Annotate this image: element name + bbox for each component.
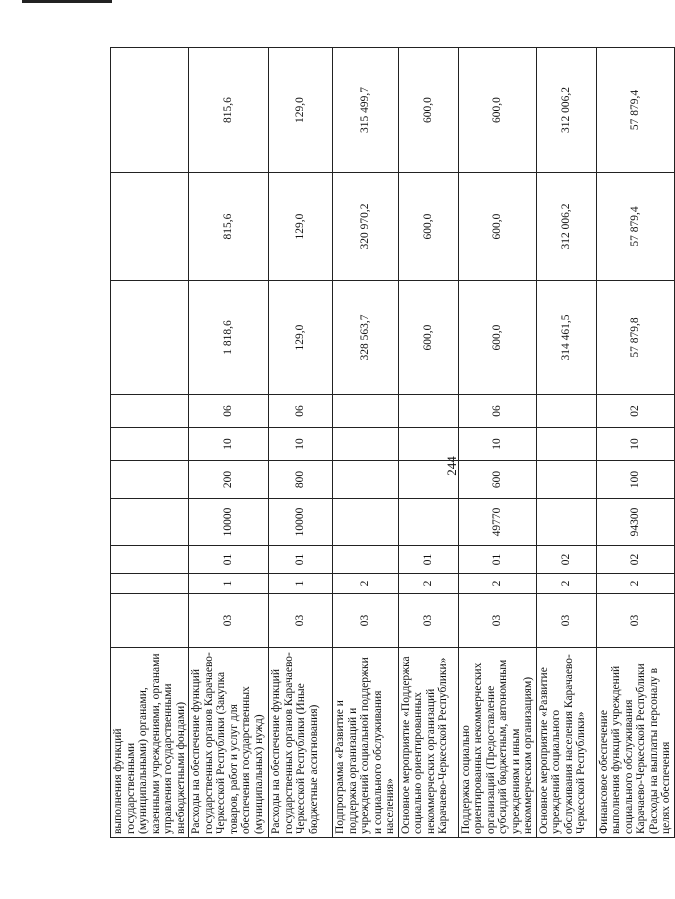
cell-name: Основное мероприятие «Поддержка социально ориентированных некоммерческих организаций Карачаево-Черкесской Республики» bbox=[398, 648, 458, 838]
cell-c7 bbox=[111, 395, 189, 428]
rotated-table bbox=[110, 48, 672, 838]
cell-c7: 02 bbox=[596, 395, 674, 428]
table-row bbox=[458, 48, 536, 838]
cell-y1: 1 818,6 bbox=[189, 281, 269, 395]
cell-name: Поддержка социально ориентированных некоммерческих организаций (Предоставление субсидий бюджетным, автономным учреждениям и иным некоммерческим организациям) bbox=[458, 648, 536, 838]
cell-c6 bbox=[333, 428, 399, 461]
cell-name: Расходы на обеспечение функций государственных органов Карачаево-Черкесской Республики (Иные бюджетные ассигнования) bbox=[269, 648, 333, 838]
cell-c6: 10 bbox=[458, 428, 536, 461]
cell-y3: 315 499,7 bbox=[333, 48, 399, 173]
cell-c3: 01 bbox=[398, 546, 458, 574]
cell-c4 bbox=[333, 499, 399, 546]
cell-c5 bbox=[111, 461, 189, 499]
cell-y2: 57 879,4 bbox=[596, 173, 674, 281]
rotated-table-area bbox=[110, 48, 672, 838]
page-number: 244 bbox=[444, 456, 459, 476]
cell-name: выполнения функций государственными (муниципальными) органами, казенными учреждениями, органами управления государственными внебюджетными фондами) bbox=[111, 648, 189, 838]
cell-y2: 320 970,2 bbox=[333, 173, 399, 281]
cell-c6: 10 bbox=[189, 428, 269, 461]
cell-c4 bbox=[536, 499, 596, 546]
cell-c3 bbox=[333, 546, 399, 574]
cell-c4: 94300 bbox=[596, 499, 674, 546]
budget-table-body bbox=[111, 48, 675, 838]
cell-c1 bbox=[111, 594, 189, 648]
cell-c5: 600 bbox=[458, 461, 536, 499]
table-row bbox=[189, 48, 269, 838]
cell-y3: 600,0 bbox=[398, 48, 458, 173]
cell-c5: 800 bbox=[269, 461, 333, 499]
table-row bbox=[111, 48, 189, 838]
cell-c2: 2 bbox=[536, 574, 596, 594]
cell-c6: 10 bbox=[596, 428, 674, 461]
cell-c3: 02 bbox=[536, 546, 596, 574]
cell-c2: 1 bbox=[269, 574, 333, 594]
cell-c3: 01 bbox=[458, 546, 536, 574]
cell-c2: 2 bbox=[333, 574, 399, 594]
cell-name: Основное мероприятие «Развитие учреждений социального обслуживания населения Карачаево-Черкесской Республики» bbox=[536, 648, 596, 838]
cell-c5 bbox=[398, 461, 458, 499]
cell-y2: 600,0 bbox=[398, 173, 458, 281]
cell-c1: 03 bbox=[596, 594, 674, 648]
cell-y2: 129,0 bbox=[269, 173, 333, 281]
cell-y1: 328 563,7 bbox=[333, 281, 399, 395]
cell-c6 bbox=[398, 428, 458, 461]
cell-y1 bbox=[111, 281, 189, 395]
table-row bbox=[333, 48, 399, 838]
cell-c3: 01 bbox=[269, 546, 333, 574]
cell-c2: 2 bbox=[458, 574, 536, 594]
cell-name: Финансовое обеспечение выполнения функций учреждений социального обслуживания Карачаево-Черкесской Республики (Расходы на выплаты персоналу в целях обеспечения bbox=[596, 648, 674, 838]
cell-c3 bbox=[111, 546, 189, 574]
cell-c1: 03 bbox=[398, 594, 458, 648]
cell-y2: 815,6 bbox=[189, 173, 269, 281]
cell-y3: 57 879,4 bbox=[596, 48, 674, 173]
cell-y1: 314 461,5 bbox=[536, 281, 596, 395]
cell-y1: 600,0 bbox=[398, 281, 458, 395]
cell-y3: 600,0 bbox=[458, 48, 536, 173]
cell-c6 bbox=[111, 428, 189, 461]
cell-c7: 06 bbox=[189, 395, 269, 428]
cell-y2: 312 006,2 bbox=[536, 173, 596, 281]
cell-c1: 03 bbox=[333, 594, 399, 648]
cell-c2: 1 bbox=[189, 574, 269, 594]
cell-c2 bbox=[111, 574, 189, 594]
scan-edge-mark bbox=[22, 0, 112, 3]
cell-name: Подпрограмма «Развитие и поддержка организаций и учреждений социальной поддержки и социального обслуживания населения» bbox=[333, 648, 399, 838]
budget-table bbox=[110, 47, 675, 838]
cell-c7 bbox=[398, 395, 458, 428]
cell-c4: 10000 bbox=[269, 499, 333, 546]
cell-c4 bbox=[111, 499, 189, 546]
cell-c6: 10 bbox=[269, 428, 333, 461]
cell-y1: 129,0 bbox=[269, 281, 333, 395]
cell-y3: 312 006,2 bbox=[536, 48, 596, 173]
cell-y3 bbox=[111, 48, 189, 173]
cell-c1: 03 bbox=[458, 594, 536, 648]
cell-c7 bbox=[536, 395, 596, 428]
cell-y3: 129,0 bbox=[269, 48, 333, 173]
cell-c5 bbox=[333, 461, 399, 499]
cell-name: Расходы на обеспечение функций государственных органов Карачаево-Черкесской Республики (Закупка товаров, работ и услуг для обеспечения государственных (муниципальных) нужд) bbox=[189, 648, 269, 838]
cell-y2: 600,0 bbox=[458, 173, 536, 281]
table-row bbox=[269, 48, 333, 838]
table-row bbox=[536, 48, 596, 838]
cell-y3: 815,6 bbox=[189, 48, 269, 173]
cell-c4: 49770 bbox=[458, 499, 536, 546]
cell-c1: 03 bbox=[189, 594, 269, 648]
cell-c5: 100 bbox=[596, 461, 674, 499]
cell-c6 bbox=[536, 428, 596, 461]
cell-c3: 01 bbox=[189, 546, 269, 574]
cell-c7: 06 bbox=[269, 395, 333, 428]
cell-c4: 10000 bbox=[189, 499, 269, 546]
table-row bbox=[398, 48, 458, 838]
cell-c7: 06 bbox=[458, 395, 536, 428]
cell-y1: 57 879,8 bbox=[596, 281, 674, 395]
cell-c4 bbox=[398, 499, 458, 546]
cell-c2: 2 bbox=[398, 574, 458, 594]
cell-c1: 03 bbox=[536, 594, 596, 648]
table-row bbox=[596, 48, 674, 838]
cell-c2: 2 bbox=[596, 574, 674, 594]
cell-y2 bbox=[111, 173, 189, 281]
cell-c1: 03 bbox=[269, 594, 333, 648]
cell-c5: 200 bbox=[189, 461, 269, 499]
cell-y1: 600,0 bbox=[458, 281, 536, 395]
cell-c7 bbox=[333, 395, 399, 428]
cell-c5 bbox=[536, 461, 596, 499]
cell-c3: 02 bbox=[596, 546, 674, 574]
